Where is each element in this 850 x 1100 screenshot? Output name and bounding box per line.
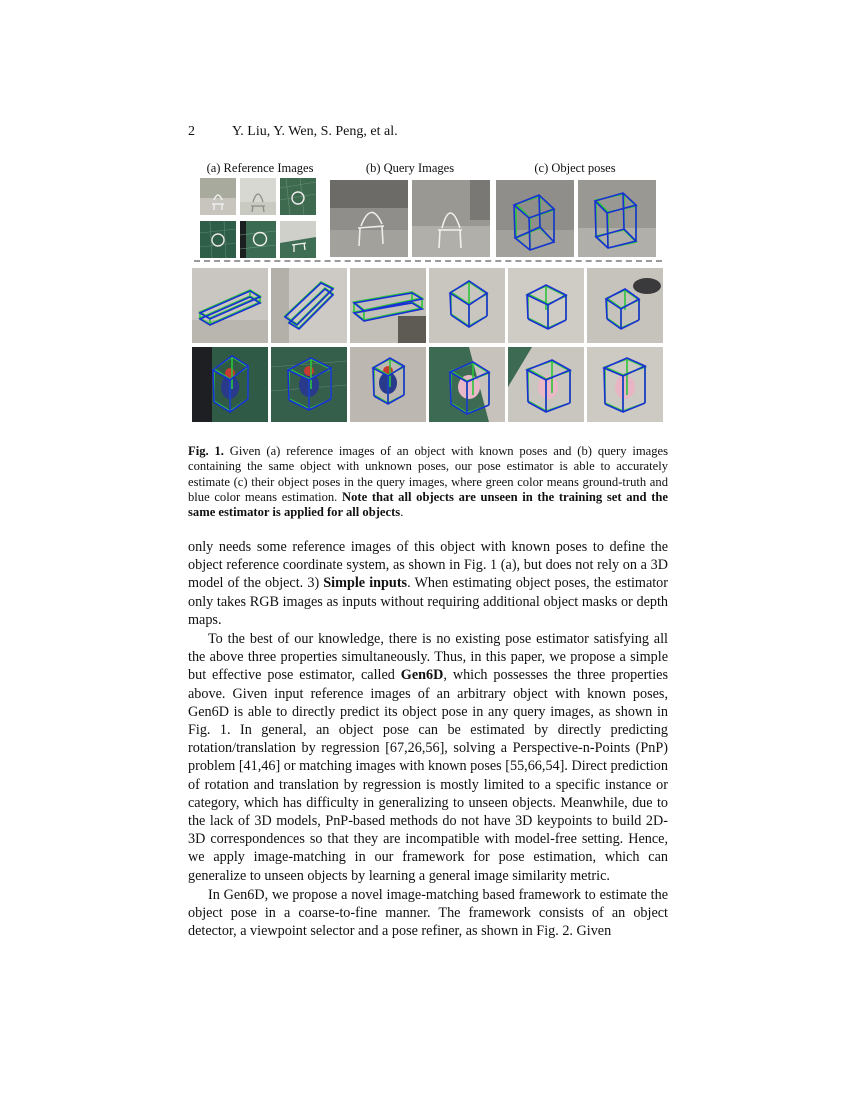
pose-result-image — [192, 268, 268, 343]
pose-result-image — [350, 268, 426, 343]
query-image — [412, 180, 490, 257]
reference-image — [200, 178, 236, 215]
paragraph-text: , which possesses the three properties above. Given input reference images of an arbitrary object with known poses, Gen6D is able to directly predict its object pose in any query images, as shown in Fig. 1. In general, an object pose can be estimated by directly predicting rotation/translation by regression [67,26,56], solving a Perspective-n-Points (PnP) problem [41,46] or matching images with known poses [55,66,54]. Direct prediction of rotation and translation by regression is mostly limited to a specific instance or category, which has difficulty in generalizing to unseen objects. Meanwhile, due to the lack of 3D models, PnP-based methods do not have 3D keypoints to build 2D-3D correspondences so that they are incompatible with model-free setting. Hence, we apply image-matching in our framework for pose estimation, which can generalize to unseen objects by learning a general image similarity metric. — [188, 667, 668, 884]
pose-result-image — [508, 347, 584, 422]
pose-result-image — [587, 268, 663, 343]
pose-result-image — [508, 268, 584, 343]
pose-result-image — [429, 347, 505, 422]
pose-result-image — [429, 268, 505, 343]
reference-image — [200, 221, 236, 258]
paragraph-text: only needs some reference images of this object with known poses to define the object reference coordinate system, as shown in Fig. 1 (a), but does not rely on a 3D model of the object. 3) — [188, 539, 668, 592]
pose-result-image — [271, 268, 347, 343]
running-head — [188, 124, 398, 140]
pose-image — [578, 180, 656, 257]
figure-label-query: (b) Query Images — [365, 161, 455, 175]
body-text — [188, 538, 668, 940]
caption-text: Given (a) reference images of an object with known poses and (b) query images containing the same object with unknown poses, our pose estimator is able to accurately estimate (c) their object poses in the query images, where green color means ground-truth and blue color means estimation. — [188, 444, 669, 504]
pose-image — [496, 180, 574, 257]
pose-result-image — [587, 347, 663, 422]
page-number: 2 — [188, 124, 195, 139]
running-head-authors: Y. Liu, Y. Wen, S. Peng, et al. — [232, 124, 398, 139]
paragraph — [188, 630, 668, 885]
caption-label: Fig. 1. — [188, 444, 224, 458]
caption-end: . — [400, 505, 404, 520]
query-image — [330, 180, 408, 257]
reference-image — [280, 178, 316, 215]
pose-result-image — [271, 347, 347, 422]
paragraph — [188, 538, 668, 629]
figure-divider — [194, 260, 662, 262]
figure-caption — [188, 444, 668, 520]
reference-image — [280, 221, 316, 258]
reference-image — [240, 221, 276, 258]
paragraph-text: . When estimating object poses, the estimator only takes RGB images as inputs without requiring additional object masks or depth maps. — [188, 575, 668, 628]
pose-result-image — [192, 347, 268, 422]
reference-image — [240, 178, 276, 215]
paragraph-bold: Gen6D — [400, 667, 444, 684]
figure-label-reference: (a) Reference Images — [206, 161, 314, 175]
paragraph-text: To the best of our knowledge, there is no existing pose estimator satisfying all the above three properties simultaneously. Thus, in this paper, we propose a simple but effective pose estimator, called — [188, 631, 668, 684]
paragraph-bold: Simple inputs — [323, 575, 408, 592]
caption-bold-text: Note that all objects are unseen in the training set and the same estimator is applied for all objects — [188, 489, 668, 520]
figure-label-poses: (c) Object poses — [534, 161, 616, 175]
paragraph: In Gen6D, we propose a novel image-matching based framework to estimate the object pose in a coarse-to-fine manner. The framework consists of an object detector, a viewpoint selector and a pose refiner, as shown in Fig. 2. Given — [188, 886, 668, 940]
pose-result-image — [350, 347, 426, 422]
